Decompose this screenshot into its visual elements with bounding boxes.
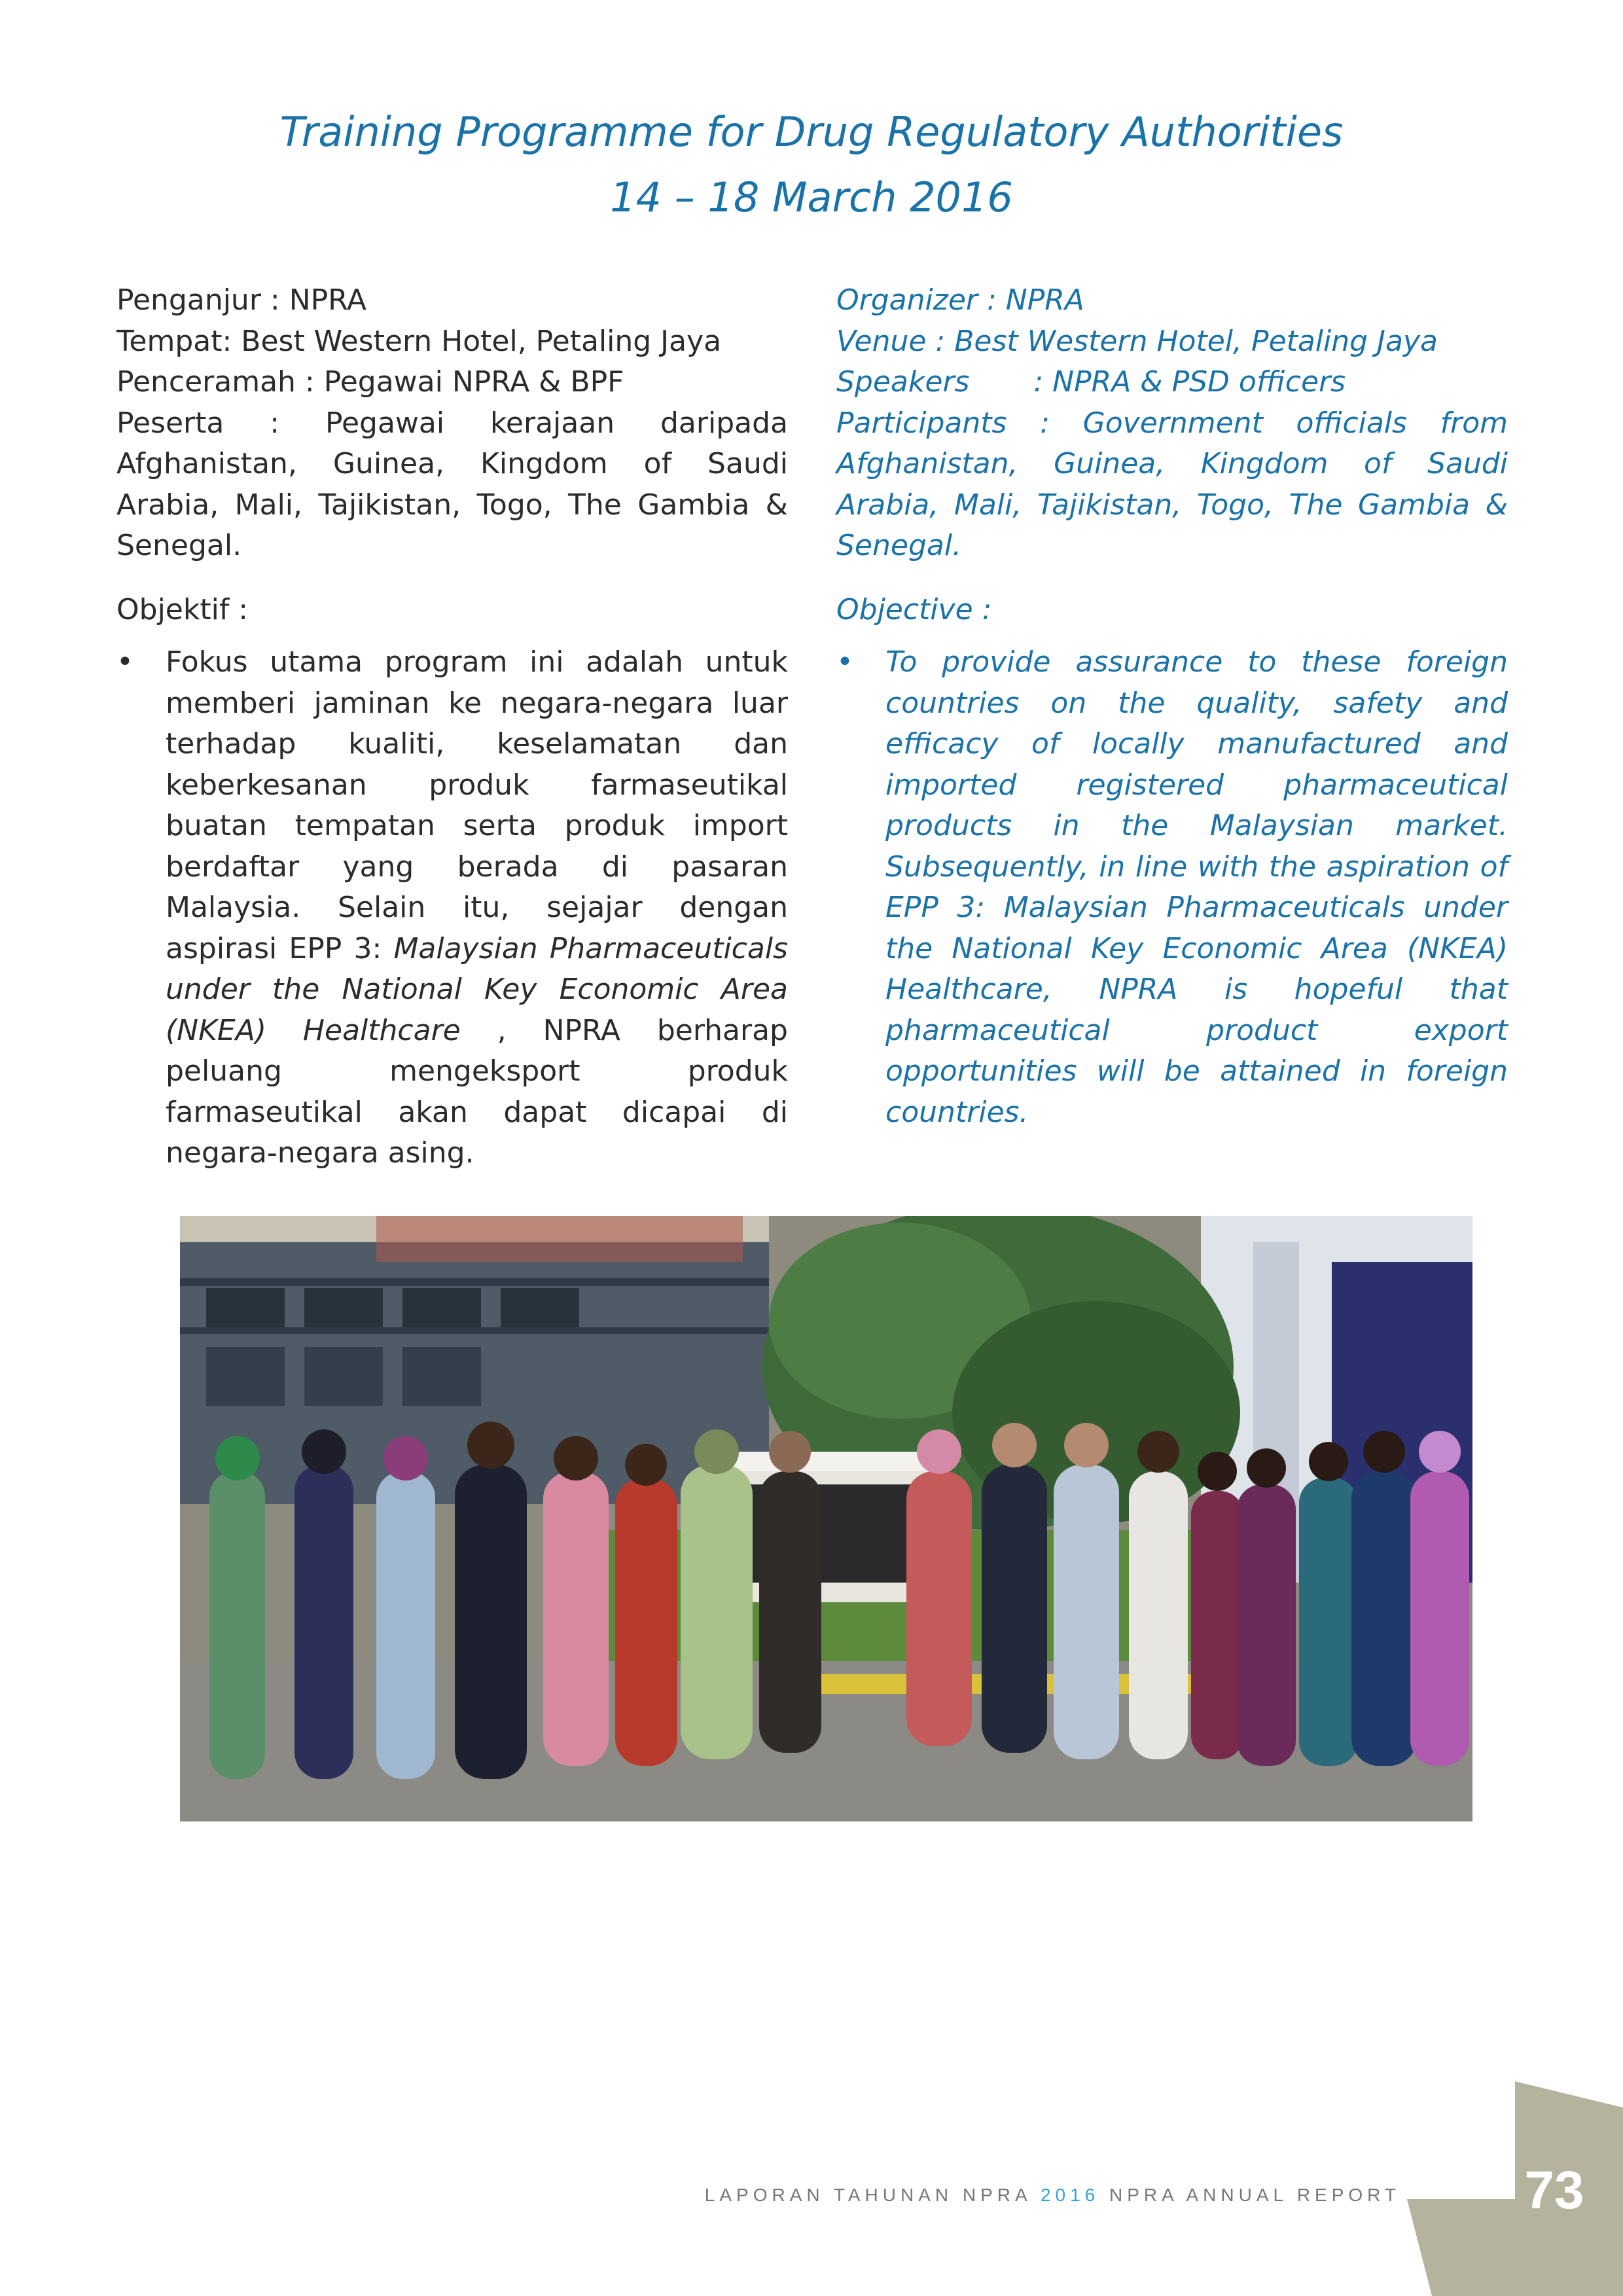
english-objective-heading: Objective : <box>836 592 992 626</box>
malay-objective-text-2: , NPRA berharap peluang mengeksport produk farmaseutikal akan dapat dicapai di negara-negara asing. <box>166 1013 788 1170</box>
english-participants: Participants : Government officials from Afghanistan, Guinea, Kingdom of Saudi Arabia, Mali, Tajikistan, Togo, The Gambia & Senegal. <box>836 406 1508 562</box>
footer-prefix: LAPORAN TAHUNAN NPRA <box>704 2185 1041 2205</box>
page-number: 73 <box>1524 2161 1584 2220</box>
footer-running-title <box>654 2185 1400 2206</box>
malay-speakers: Penceramah : Pegawai NPRA & BPF <box>116 365 624 399</box>
malay-objective-item <box>116 642 788 1174</box>
footer-year: 2016 <box>1040 2185 1100 2205</box>
malay-participants: Peserta : Pegawai kerajaan daripada Afghanistan, Guinea, Kingdom of Saudi Arabia, Mali, Tajikistan, Togo, The Gambia & Senegal. <box>116 406 788 562</box>
english-organizer: Organizer : NPRA <box>836 283 1084 317</box>
malay-venue: Tempat: Best Western Hotel, Petaling Jaya <box>116 324 722 358</box>
english-objective-item <box>836 642 1508 1133</box>
document-title: Training Programme for Drug Regulatory Authorities <box>279 108 1344 156</box>
english-column <box>836 280 1508 1133</box>
group-photo-illustration <box>180 1216 1472 1821</box>
english-objective-text: To provide assurance to these foreign countries on the quality, safety and efficacy of locally manufactured and imported registered pharmaceutical products in the Malaysian market. Subsequently, in line with the aspiration of EPP 3: Malaysian Pharmaceuticals under the National Key Economic Area (NKEA) Healthcare, NPRA is hopeful that pharmaceutical product export opportunities will be attained in foreign countries. <box>885 645 1508 1129</box>
bullet-icon: • <box>116 645 134 679</box>
malay-objective-italic: Malaysian Pharmaceuticals under the National Key Economic Area (NKEA) Healthcare <box>166 931 788 1047</box>
bullet-icon: • <box>836 645 853 679</box>
english-venue: Venue : Best Western Hotel, Petaling Jaya <box>836 324 1438 358</box>
malay-objective-heading: Objektif : <box>116 592 249 626</box>
english-speakers: Speakers : NPRA & PSD officers <box>836 365 1346 399</box>
footer-suffix: NPRA ANNUAL REPORT <box>1099 2185 1400 2205</box>
malay-objective-text-1: Fokus utama program ini adalah untuk memberi jaminan ke negara-negara luar terhadap kualiti, keselamatan dan keberkesanan produk farmaseutikal buatan tempatan serta produk import berdaftar yang berada di pasaran Malaysia. Selain itu, sejajar dengan aspirasi EPP 3: <box>166 645 788 965</box>
document-date: 14 – 18 March 2016 <box>610 173 1013 221</box>
malay-column <box>116 280 788 1174</box>
malay-organizer: Penganjur : NPRA <box>116 283 367 317</box>
group-photo <box>180 1216 1472 1821</box>
